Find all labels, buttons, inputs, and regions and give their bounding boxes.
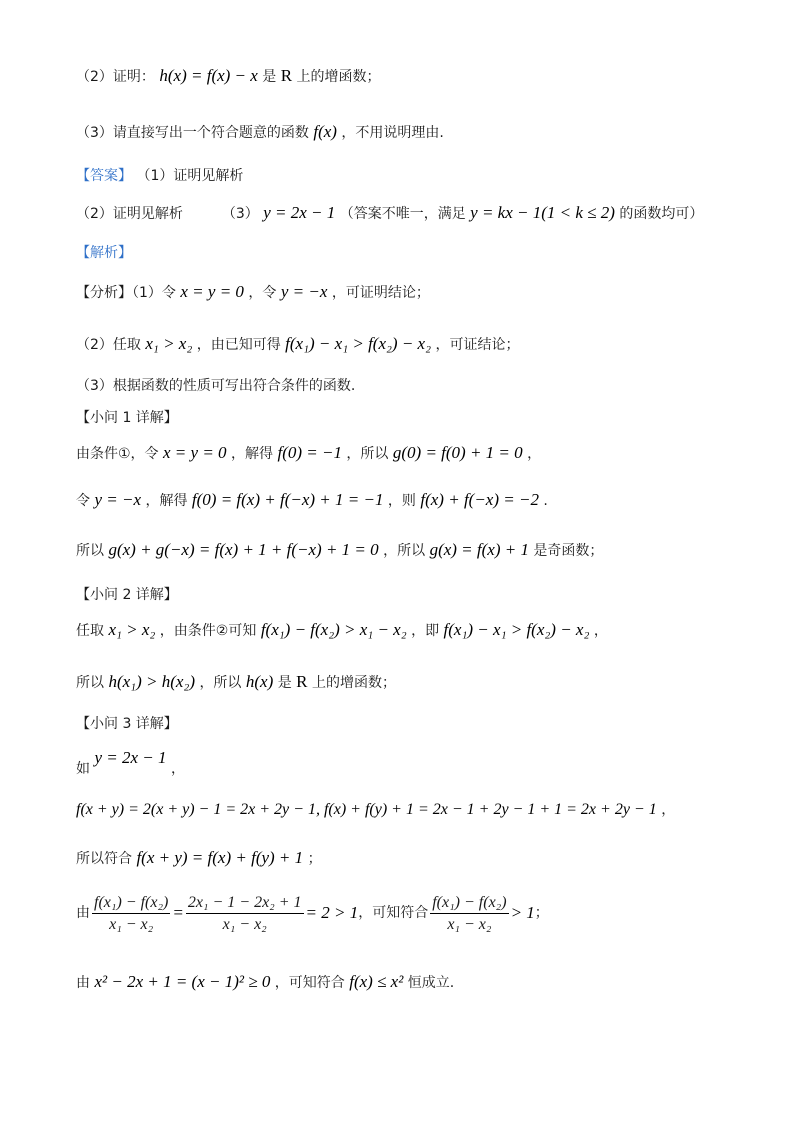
sub-3-line-5-formula-2: f(x) ≤ x² [349, 972, 404, 991]
question-3 [76, 122, 444, 142]
sub-1-line-2-middle-1: ，解得 [145, 493, 188, 509]
question-3-suffix: ，不用说明理由. [341, 125, 444, 141]
fraction-3-result: > 1 [510, 903, 535, 923]
sub-3-line-1-formula: y = 2x − 1 [94, 748, 167, 767]
sub-question-2-title [76, 587, 178, 604]
question-2 [76, 66, 381, 86]
sub-question-1-title [76, 410, 178, 427]
sub-2-line-1-formula-3: f(x₁) − x₁ > f(x₂) − x₂ [443, 620, 590, 639]
fraction-1-denominator: x₁ − x₂ [109, 916, 154, 934]
fenxi-line-1 [76, 282, 430, 302]
sub-1-line-1-middle-1: ，解得 [231, 446, 274, 462]
analysis-tag: 【解析】 [76, 245, 132, 261]
sub-1-line-2 [76, 490, 548, 510]
sub-1-line-3 [76, 540, 603, 560]
sub-3-line-5 [76, 972, 454, 992]
fenxi-1-formula-1: x = y = 0 [180, 282, 244, 301]
sub-3-line-1-prefix: 如 [76, 761, 90, 777]
sub-3-line-5-formula-1: x² − 2x + 1 = (x − 1)² ≥ 0 [94, 972, 271, 991]
sub-3-line-3 [76, 848, 322, 868]
answer-part-3-formula: y = 2x − 1 [263, 203, 336, 222]
sub-1-line-1-middle-2: ，所以 [346, 446, 389, 462]
fenxi-2-formula-2: f(x₁) − x₁ > f(x₂) − x₂ [285, 334, 431, 353]
fenxi-1-suffix: ，可证明结论； [331, 285, 430, 301]
fenxi-2-prefix: （2）任取 [76, 337, 141, 353]
sub-2-line-2-prefix: 所以 [76, 675, 104, 691]
fenxi-2-formula-1: x₁ > x₂ [145, 334, 193, 353]
sub-question-1-title-text: 【小问 1 详解】 [76, 410, 178, 426]
question-2-prefix: （2）证明： [76, 69, 155, 85]
sub-2-line-2-middle: ，所以 [199, 675, 242, 691]
answer-text: （1）证明见解析 [136, 168, 244, 184]
sub-1-line-3-prefix: 所以 [76, 543, 104, 559]
sub-1-line-3-suffix: 是奇函数； [533, 543, 604, 559]
sub-1-line-2-formula-3: f(x) + f(−x) = −2 [420, 490, 539, 509]
answer-tag: 【答案】 [76, 168, 132, 184]
sub-3-line-2-suffix: ， [661, 802, 676, 818]
question-2-real-set: R [280, 66, 293, 85]
sub-1-line-1-formula-3: g(0) = f(0) + 1 = 0 [392, 443, 523, 462]
answer-part-3-suffix: 的函数均可） [619, 206, 704, 222]
sub-2-line-1-middle-2: ，即 [411, 623, 440, 639]
sub-question-3-title-text: 【小问 3 详解】 [76, 716, 178, 732]
equals-sign: = [172, 903, 184, 923]
answer-line [76, 168, 243, 185]
fraction-3 [430, 893, 508, 934]
question-3-formula: f(x) [313, 122, 337, 141]
sub-3-line-5-prefix: 由 [76, 975, 90, 991]
sub-2-line-2 [76, 672, 396, 692]
sub-3-line-3-suffix: ； [307, 851, 322, 867]
sub-1-line-1-suffix: ， [527, 446, 542, 462]
question-3-prefix: （3）请直接写出一个符合题意的函数 [76, 125, 309, 141]
answer-line-2 [76, 203, 703, 223]
sub-1-line-3-middle: ，所以 [383, 543, 426, 559]
sub-2-line-2-formula-1: h(x₁) > h(x₂) [108, 672, 195, 691]
fraction-2 [186, 893, 304, 934]
sub-1-line-1-formula-2: f(0) = −1 [277, 443, 342, 462]
sub-3-line-4-suffix: ； [534, 905, 549, 922]
sub-2-line-1-prefix: 任取 [76, 623, 104, 639]
sub-2-line-2-middle-2: 是 [277, 675, 292, 691]
fenxi-2-middle: ，由已知可得 [196, 337, 281, 353]
fraction-3-denominator: x₁ − x₂ [447, 916, 492, 934]
sub-1-line-2-prefix: 令 [76, 493, 90, 509]
sub-3-line-4-prefix: 由 [76, 905, 90, 922]
sub-2-line-2-formula-2: h(x) [245, 672, 274, 691]
question-2-middle: 是 [262, 69, 277, 85]
answer-part-3: （3） [221, 206, 259, 222]
sub-2-line-1-formula-2: f(x₁) − f(x₂) > x₁ − x₂ [260, 620, 407, 639]
fenxi-line-3 [76, 378, 355, 395]
sub-3-line-3-formula: f(x + y) = f(x) + f(y) + 1 [136, 848, 304, 867]
sub-1-line-1-formula-1: x = y = 0 [163, 443, 227, 462]
sub-3-line-1-suffix: ， [170, 761, 185, 777]
answer-part-2: （2）证明见解析 [76, 206, 183, 222]
sub-1-line-3-formula-1: g(x) + g(−x) = f(x) + 1 + f(−x) + 1 = 0 [108, 540, 379, 559]
sub-1-line-3-formula-2: g(x) = f(x) + 1 [429, 540, 529, 559]
sub-3-line-4 [76, 893, 549, 934]
answer-part-3-condition: y = kx − 1(1 < k ≤ 2) [470, 203, 615, 222]
sub-question-3-title [76, 716, 178, 733]
fraction-2-numerator: 2x₁ − 1 − 2x₂ + 1 [186, 893, 304, 914]
sub-1-line-2-middle-2: ，则 [387, 493, 416, 509]
sub-1-line-2-formula-2: f(0) = f(x) + f(−x) + 1 = −1 [191, 490, 384, 509]
fraction-2-denominator: x₁ − x₂ [222, 916, 267, 934]
fraction-3-numerator: f(x₁) − f(x₂) [430, 893, 508, 914]
sub-3-line-5-middle: ，可知符合 [274, 975, 345, 991]
sub-3-line-3-prefix: 所以符合 [76, 851, 132, 867]
sub-1-line-1-prefix: 由条件①，令 [76, 446, 159, 462]
sub-2-line-1-suffix: ， [593, 623, 608, 639]
sub-3-line-2 [76, 800, 675, 819]
analysis-tag-line [76, 245, 132, 262]
sub-2-line-2-real-set: R [296, 672, 308, 691]
answer-part-3-middle: （答案不唯一，满足 [339, 206, 466, 222]
sub-3-line-5-suffix: 恒成立. [407, 975, 455, 991]
fenxi-line-2 [76, 334, 519, 354]
sub-question-2-title-text: 【小问 2 详解】 [76, 587, 178, 603]
sub-3-line-2-formula: f(x + y) = 2(x + y) − 1 = 2x + 2y − 1, f(x) + f(y) + 1 = 2x − 1 + 2y − 1 + 1 = 2x + 2y − 1 [76, 801, 657, 818]
sub-3-line-1 [76, 748, 185, 777]
sub-1-line-2-formula-1: y = −x [94, 490, 141, 509]
question-2-suffix: 上的增函数； [296, 69, 381, 85]
sub-2-line-1-middle-1: ，由条件②可知 [159, 623, 257, 639]
sub-1-line-2-suffix: . [543, 493, 548, 509]
fraction-2-result: = 2 > 1 [305, 903, 359, 923]
fenxi-1-formula-2: y = −x [280, 282, 328, 301]
fraction-1 [92, 893, 170, 934]
sub-2-line-1-formula-1: x₁ > x₂ [108, 620, 156, 639]
fenxi-2-suffix: ，可证结论； [435, 337, 520, 353]
sub-2-line-2-suffix: 上的增函数； [311, 675, 396, 691]
sub-2-line-1 [76, 620, 608, 640]
question-2-formula: h(x) = f(x) − x [159, 66, 258, 85]
sub-1-line-1 [76, 443, 541, 463]
fenxi-3-text: （3）根据函数的性质可写出符合条件的函数. [76, 378, 356, 394]
fenxi-1-middle: ，令 [248, 285, 277, 301]
fraction-1-numerator: f(x₁) − f(x₂) [92, 893, 170, 914]
sub-3-line-4-middle: ，可知符合 [358, 905, 429, 922]
fenxi-1-prefix: 【分析】（1）令 [76, 285, 176, 301]
